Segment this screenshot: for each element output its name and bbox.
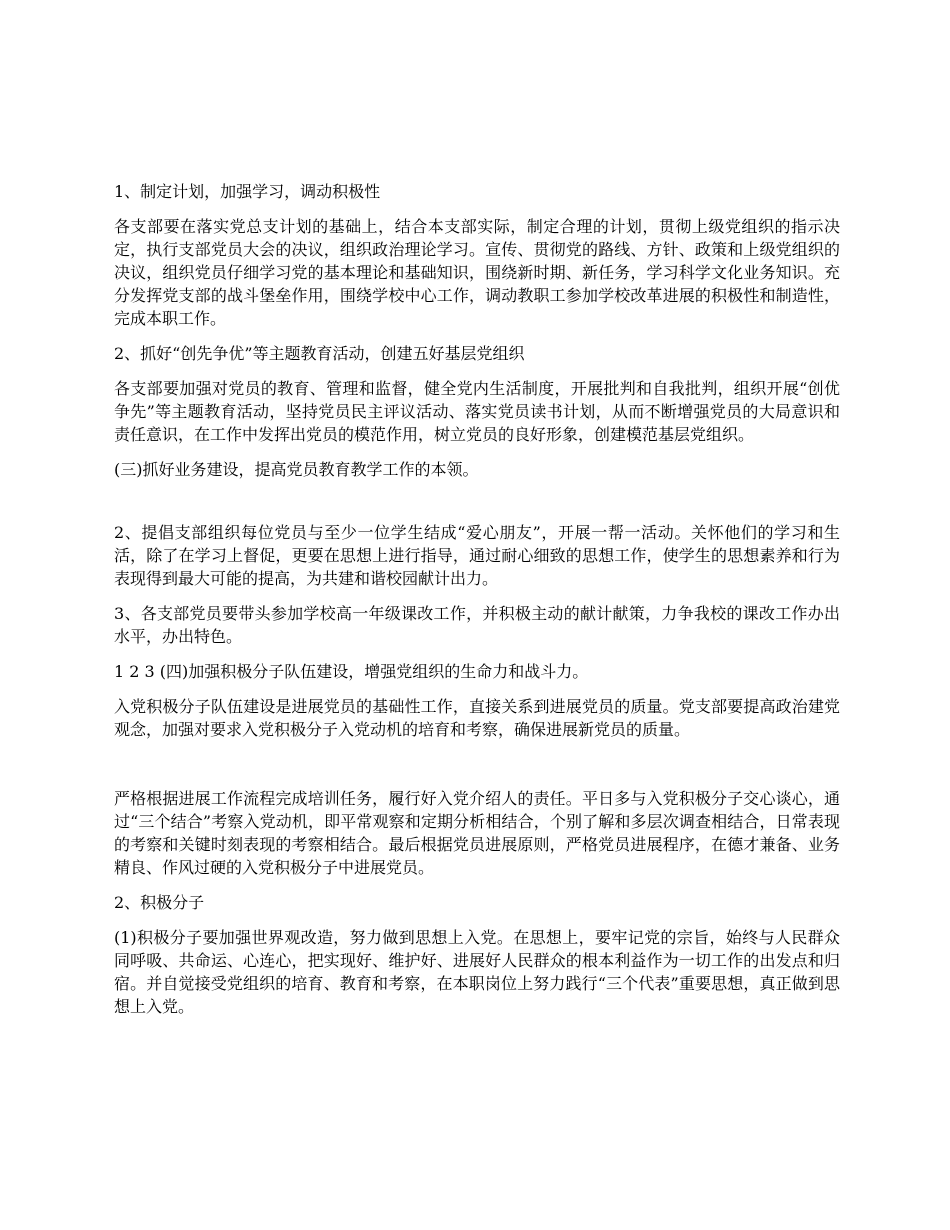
- paragraph-plan: 各支部要在落实党总支计划的基础上，结合本支部实际，制定合理的计划，贯彻上级党组织的指示决定，执行支部党员大会的决议，组织政治理论学习。宣传、贯彻党的路线、方针、政策和上级党组织的决议，组织党员仔细学习党的基本理论和基础知识，围绕新时期、新任务，学习科学文化业务知识。充分发挥党支部的战斗堡垒作用，围绕学校中心工作，调动教职工参加学校改革进展的积极性和制造性，完成本职工作。: [114, 217, 840, 328]
- paragraph-worldview: (1)积极分子要加强世界观改造，努力做到思想上入党。在思想上，要牢记党的宗旨，始终与人民群众同呼吸、共命运、心连心，把实现好、维护好、进展好人民群众的根本利益作为一切工作的出发点和归宿。并自觉接受党组织的培育、教育和考察，在本职岗位上努力践行“三个代表”重要思想，真正做到思想上入党。: [114, 928, 840, 1016]
- section-heading-activist: 2、积极分子: [114, 893, 205, 912]
- section-heading-plan: 1、制定计划，加强学习，调动积极性: [114, 182, 381, 201]
- paragraph-curriculum-reform: 3、各支部党员要带头参加学校高一年级课改工作，并积极主动的献计献策，力争我校的课改工作办出水平，办出特色。: [114, 604, 840, 646]
- paragraph-love-friends: 2、提倡支部组织每位党员与至少一位学生结成“爱心朋友”，开展一帮一活动。关怀他们的学习和生活，除了在学习上督促，更要在思想上进行指导，通过耐心细致的思想工作，使学生的思想素养和行为表现得到最大可能的提高，为共建和谐校园献计出力。: [114, 523, 840, 588]
- section-heading-business: (三)抓好业务建设，提高党员教育教学工作的本领。: [114, 460, 479, 479]
- paragraph-education: 各支部要加强对党员的教育、管理和监督，健全党内生活制度，开展批判和自我批判，组织开展“创优争先”等主题教育活动，坚持党员民主评议活动、落实党员读书计划，从而不断增强党员的大局意识和责任意识，在工作中发挥出党员的模范作用，树立党员的良好形象，创建模范基层党组织。: [114, 379, 840, 444]
- paragraph-activists-team: 入党积极分子队伍建设是进展党员的基础性工作，直接关系到进展党员的质量。党支部要提高政治建党观念，加强对要求入党积极分子入党动机的培育和考察，确保进展新党员的质量。: [114, 697, 840, 739]
- paragraph-training: 严格根据进展工作流程完成培训任务，履行好入党介绍人的责任。平日多与入党积极分子交心谈心，通过“三个结合”考察入党动机，即平常观察和定期分析相结合，个别了解和多层次调查相结合，日常表现的考察和关键时刻表现的考察相结合。最后根据党员进展原则，严格党员进展程序，在德才兼备、业务精良、作风过硬的入党积极分子中进展党员。: [114, 789, 840, 877]
- section-heading-education: 2、抓好“创先争优”等主题教育活动，创建五好基层党组织: [114, 344, 525, 363]
- document-body: [114, 180, 840, 1030]
- section-heading-activists: 1 2 3 (四)加强积极分子队伍建设，增强党组织的生命力和战斗力。: [114, 662, 589, 681]
